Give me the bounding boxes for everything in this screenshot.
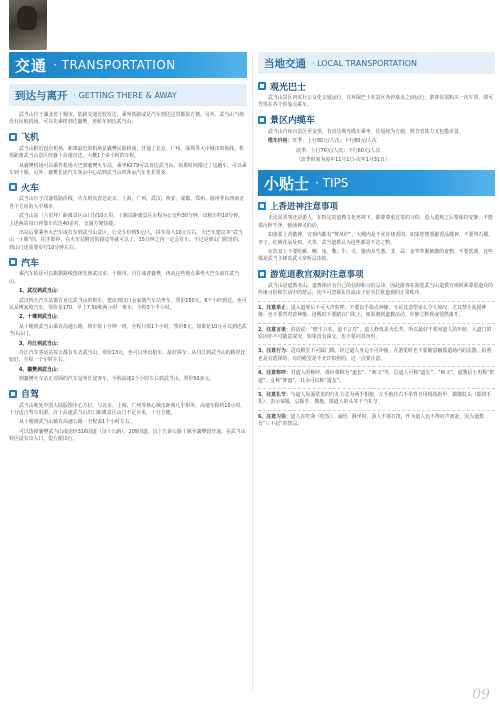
train-label: 火车 <box>21 183 40 194</box>
temple-item-4 <box>258 370 495 385</box>
temple-item-4-text: 对道人的称呼，都应尊称为“道长”、“师父”等，总道人可称“道长”、“师父”，道教信士男称“乾道”，女称“坤道”，其余可以称“道友”。 <box>258 370 495 384</box>
temple-text-intro: 武当山是道教名山，道教相应有自己的信仰和习俗忌讳，因此游客在游览武当山道教宫观时须尊重道众的传统习俗和生活中的禁忌，切不可忽视礼仪或由于好奇打扰道观的正常秩序。 <box>258 282 493 297</box>
flight-icon <box>9 133 17 141</box>
bus-text-3: 从十堰到武当山乘有高速公路，班车每十分钟一班，全程只需1个小时，票价8元，如果花10元可以到达武当山山门。 <box>9 323 247 338</box>
temple-item-5-heading: 5、注意礼节： <box>258 391 291 398</box>
divider <box>258 366 495 367</box>
bus-heading-3: 3、丹江到武当山： <box>19 340 62 347</box>
train-icon <box>9 183 17 191</box>
page-number: 09 <box>472 687 490 703</box>
transportation-title-cn: 交通 <box>15 56 48 75</box>
cable-car-header <box>258 114 495 126</box>
tips-title-en: · TIPS <box>315 176 349 191</box>
flight-text-2: 从襄樊机场可以乘作机场大巴到襄樊火车站，乘坐K279可以直达武当山。如果时间错过了这趟车，可以乘车到十堰，另外，襄樊长途汽车客运中心站到武当山的客运汽车也非常多。 <box>9 162 247 177</box>
bus-icon <box>258 82 266 90</box>
getting-there-header <box>9 84 247 106</box>
bus-heading-1: 1、武汉到武当山： <box>19 288 62 295</box>
getting-there-title-en: · GETTING THERE & AWAY <box>73 90 177 100</box>
incense-label: 上香进神注意事项 <box>270 202 339 213</box>
tips-header <box>258 170 495 196</box>
cable-price-offpeak: 淡季：上行70元/人次；下行60元/人次 <box>296 147 381 154</box>
bus-label: 汽车 <box>21 258 40 269</box>
temple-item-3 <box>258 348 495 363</box>
transportation-header <box>9 52 247 78</box>
divider <box>258 323 495 324</box>
getting-there-title-cn: 到达与离开 <box>15 89 68 102</box>
bus-text-4: 丹江汽车客运站每天都有车去武当山，票价13元，也可以坐出租车，最好拼车；从丹江到武当山的路况比较好，全程一个小时左右。 <box>9 349 246 364</box>
temple-item-1-text: 进入道观后不可大声喧哗，不要以手指点神像，无论其造型多么令人惊叹，尤其禁止乱摸神像；也不要背对着神像；进殿时不要踏在门坎上，如果遇到道教活动，应静立默观或悄然离开。 <box>258 304 487 319</box>
cable-car-text: 武当山自琼台景区至金顶，有直达观光缆车乘坐，往返较为方便，既节省体力又包揽美景。 <box>268 128 464 135</box>
temple-item-6 <box>258 414 495 429</box>
temple-item-1-heading: 1、注意举止： <box>258 304 291 311</box>
bus-text-2: 武汉四大汽车站都有直达武当山的班车，建议到汉口金家墩汽车站坐车，票价150元，6个小时到达。也可以从傅家坡汽车，票价是170，早上7:50和两小时一班车，全程5个半小时。 <box>9 297 247 311</box>
bus-text-5: 到襄樊火车站正对面的汽车站坐长途客车，全程高速2个小时左右到武当山，票价50多元。 <box>19 376 215 383</box>
temple-item-2-text: 俗话说：“僧不言名，道不言寿”，道人修炼是为长寿，所以最好不要问道人的年龄，入道门的原因亦不可随意深究，如果没有深交，也不要问其身世。 <box>258 326 492 340</box>
temple-item-6-text: 道人在吃斋（吃饭）、诵经、静坐时，游人不要打扰，作为道人也不得应声而起，因为道教有“三不起”的禁忌。 <box>258 413 484 428</box>
divider <box>258 388 495 389</box>
temple-item-6-heading: 6、注意习俗： <box>258 413 291 420</box>
bus-text-1: 乘汽车的话可以根据路线选择先到武汉市、十堰市、丹江或者襄樊，再从这些地点乘坐大巴车前往武当山。 <box>9 271 240 285</box>
temple-item-5 <box>258 392 495 407</box>
self-drive-text-1: 武当山地处中国大陆版图中心方位，与北京、上海、广州等核心城市距离几乎相等，高速车程约10小时，十分适合驾车出游。汉十高速武当山出口距离景区山门不足百米，十分方便。 <box>9 402 246 416</box>
incense-icon <box>258 202 266 210</box>
divider <box>258 344 495 345</box>
temple-item-2 <box>258 327 495 342</box>
temple-item-5-text: 与道人见面常见的行礼方式为两手相抱，左手抱住右手拳背且用拇指指甲，微微低头（即拱手礼），表示恭敬，忌握手、拥抱、摸道人的头等不当礼节。 <box>258 391 492 406</box>
temple-item-2-heading: 2、注意言谈： <box>258 326 291 333</box>
train-text-1: 武当山位于汉渝铁路沿线，火车班次直达北京、上海、广州、武汉、西安、成都、郑州、福州等东西南北各个方向的大中城市。 <box>9 196 244 210</box>
temple-item-1 <box>258 305 495 320</box>
temple-icon <box>258 270 266 278</box>
cable-price-peak: 旺季：上行90元/人次；下行80元/人次 <box>292 138 377 145</box>
train-header <box>9 181 247 193</box>
temple-visit-header <box>258 268 495 280</box>
local-transport-header <box>258 52 495 74</box>
car-icon <box>9 390 17 398</box>
flight-text-1: 武当山附近没有机场，距离最近的机场是襄樊民航机场，开通了北京、广州、深圳等大中城市的航线。机场距离武当山景区经襄十高速直达，大概1个多小时的车程。 <box>9 145 244 160</box>
incense-text-1: 无论是香客还是游人，在特定的道教文化环境下，都要尊重这里的习俗，进入道观之后要保持安静，不能说污秽不净、亵渎神灵的话。 <box>258 215 493 229</box>
bus-header <box>9 256 247 268</box>
cable-price-label: 缆车价格： <box>268 138 293 145</box>
incense-text-2: 如果要上香敬神，宜观内都有“焚帛炉”，大殿内是不允许烧香的。如果您想要献香品敬神，不要带石榴、李子、红桃花朵及鸡、犬等，武当道教认为这些都是不洁之物。 <box>258 232 494 246</box>
divider <box>258 301 495 302</box>
sightseeing-bus-text: 武当山景区内实行公交化交通运行，有环保巴士在景区各停靠点之间运行，游客仅需购买一次车票，即可凭票在各个停靠点乘车。 <box>258 95 493 109</box>
local-transport-title-en: · LOCAL TRANSPORTATION <box>312 58 418 68</box>
cable-price-note: （淡季时间为每年11月1日-次年1月31日） <box>296 157 390 164</box>
temple-item-3-text: 进出殿堂不可踩门槛，经过道人身边不可冲撞，在游览时也不要随意触摸道场内的法器。拍照也是有选择的，有的殿堂是不允许拍照的，这一点要注意。 <box>258 348 492 362</box>
self-drive-text-3: 可以选择襄樊武当山或途经316国道（汉十公路）、209国道。汉十告诉公路十堰至襄樊段开通，在武当山特区设有出入口，很方便出行。 <box>9 428 246 443</box>
temple-item-4-heading: 4、注意称呼： <box>258 370 291 377</box>
bus-heading-4: 4、襄樊到武当山： <box>19 366 62 373</box>
cable-car-label: 景区内缆车 <box>270 116 316 127</box>
incense-text-3: 在饮食上不要吃雁、鳗、龟、鳖、牛、犬、猪肉及生葱、韭、蒜、姜等荤腥刺激的食物，不要饮酒，这些都是武当主禅真武大帝所忌讳的。 <box>258 249 493 263</box>
cable-car-icon <box>258 116 266 124</box>
divider <box>258 410 495 411</box>
bus-heading-2: 2、十堰到武当山： <box>19 314 62 321</box>
transportation-title-en: · TRANSPORTATION <box>53 58 176 72</box>
flight-header <box>9 131 247 143</box>
header-photo <box>9 0 47 50</box>
incense-header <box>258 200 495 212</box>
temple-visit-label: 游览道教宫观时注意事项 <box>270 269 364 280</box>
intro-text: 武当山位于湖北省十堰市，陆路交通比较发达，乘坐铁路或是汽车到达这里都很方便。另外，武当山当地没有民航机场，可以先乘机到达襄樊，再转车到达武当山。 <box>9 112 244 126</box>
local-transport-title-cn: 当地交通 <box>264 57 306 70</box>
sightseeing-bus-header <box>258 80 495 92</box>
self-drive-text-2: 从十堰到武当山镇有高速公路，全程需1个小时左右。 <box>19 419 135 426</box>
bus-icon <box>9 258 17 266</box>
tips-title-cn: 小贴士 <box>264 174 310 193</box>
temple-item-3-heading: 3、注意行为： <box>258 348 291 355</box>
self-drive-header <box>9 388 247 400</box>
sightseeing-bus-label: 观光巴士 <box>270 82 307 93</box>
cable-price-line-1 <box>258 138 495 145</box>
train-text-3: 出站后要乘坐大巴车或打车到武当山景区，公交车价格5元/人，拼车每人10元左右。大巴车建议等“武当山一十堰”的，招手即停，在火车站附近的路边等就可以了，15分钟之内一定会有车。不过是到山门附近的，到山门还需要步行10分钟左右。 <box>9 230 243 251</box>
flight-label: 飞机 <box>21 133 40 144</box>
column-divider <box>252 52 253 692</box>
self-drive-label: 自驾 <box>21 390 40 401</box>
right-column <box>258 52 495 431</box>
left-column <box>9 52 247 446</box>
train-text-2: 武当山站（六里坪）距离景区山门仅10公里，十堰站距离景区车程为公交约30分钟，出租车约10分钟。上述两站每日停靠车次达40多对，交通方便快捷。 <box>9 213 244 227</box>
